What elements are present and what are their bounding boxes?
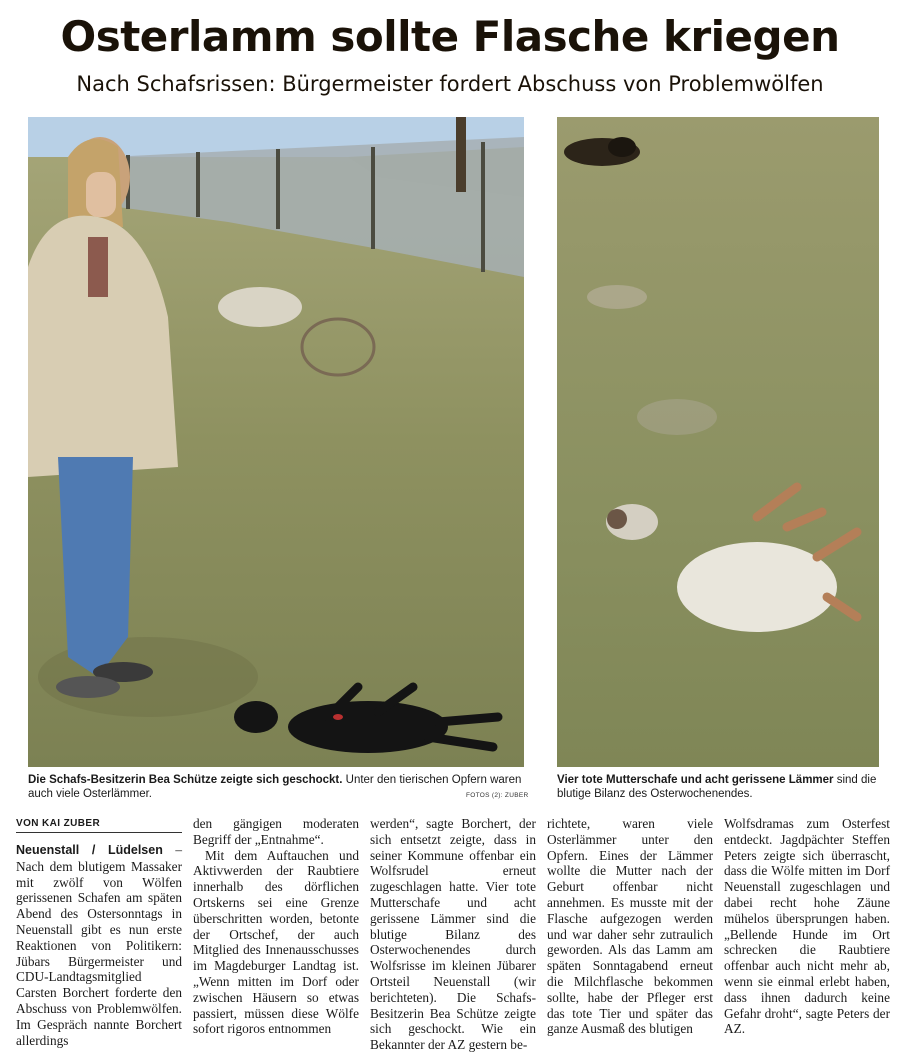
paragraph: werden“, sagte Borchert, der sich entsetzt zeigte, dass in seiner Kommune offenbar ein Wolfsrudel erneut zugeschlagen hatte. Vier tote Mutterschafe und acht gerissene Lämmer sind die blutige Bilanz des Osterwochenendes durch Wolfsrisse im kleinen Jübarer Ortsteil Neuenstall (wir berichteten). Die Schafs-Besitzerin Bea Schütze zeigte sich geschockt. Wie ein Bekannter der AZ gestern be- <box>370 816 536 1053</box>
headline: Osterlamm sollte Flasche kriegen <box>60 12 840 61</box>
caption-right-bold: Vier tote Mutterschafe und acht gerissene Lämmer <box>557 774 834 786</box>
caption-right-text: sind die blutige Bilanz des Osterwochenendes. <box>557 774 877 800</box>
paragraph: richtete, waren viele Osterlämmer unter den Opfern. Eines der Lämmer wollte die Mutter nach der Geburt offenbar nicht annehmen. Es musste mit der Flasche aufgezogen werden und war daher sehr zutraulich geworden. Als das Lamm am späten Sonntagabend erneut die Milchflasche bekommen sollte, habe der Pfleger erst das tote Tier und später das ganze Ausmaß des blutigen <box>547 816 713 1037</box>
article-column-5 <box>724 816 890 1037</box>
article-column-3 <box>370 816 536 1053</box>
photo-credit: FOTOS (2): ZUBER <box>466 792 529 799</box>
dateline: Neuenstall / Lüdelsen <box>16 843 163 857</box>
byline: VON KAI ZUBER <box>16 818 182 833</box>
subheadline: Nach Schafsrissen: Bürgermeister fordert Abschuss von Problemwölfen <box>76 72 824 96</box>
paragraph: den gängigen moderaten Begriff der „Entnahme“. <box>193 816 359 847</box>
paragraph <box>16 842 182 1048</box>
article-column-2 <box>193 816 359 1037</box>
caption-right <box>557 773 879 801</box>
caption-left-bold: Die Schafs-Besitzerin Bea Schütze zeigte sich geschockt. <box>28 774 343 786</box>
photo-dead-lambs-on-grass <box>557 117 879 767</box>
caption-left <box>28 773 524 801</box>
photo-woman-with-dead-lambs <box>28 117 524 767</box>
paragraph: Wolfsdramas zum Osterfest entdeckt. Jagdpächter Steffen Peters zeigte sich überrascht, dass die Wölfe mitten im Dorf Neuenstall zugeschlagen und dabei recht hohe Zäune mühelos übersprungen haben. „Bellende Hunde im Ort schrecken die Raubtiere offenbar auch nicht mehr ab, wenn sie einmal erlebt haben, dass ihnen dadurch keine Gefahr droht“, sagte Peters der AZ. <box>724 816 890 1037</box>
paragraph: Mit dem Auftauchen und Aktivwerden der Raubtiere innerhalb des dörflichen Ortskerns sei eine Grenze überschritten worden, betonte der Ortschef, der auch Mitglied des Innenausschusses im Magdeburger Landtag ist. „Wenn mitten im Dorf oder zwischen Häusern so etwas passiert, müssen diese Wölfe sofort rigoros entnommen <box>193 847 359 1037</box>
article-column-4 <box>547 816 713 1037</box>
article-column-1 <box>16 842 182 1048</box>
paragraph-text: – Nach dem blutigem Massaker mit zwölf von Wölfen gerissenen Schafen am späten Abend des Ostersonntags in Neuenstall gibt es nun erste Reaktionen von Politikern: Jübars Bürgermeister und CDU-Landtagsmitglied Carsten Borchert forderte den Abschuss von Problemwölfen. Im Gespräch nannte Borchert allerdings <box>16 842 182 1048</box>
caption-left-text: Unter den tierischen Opfern waren auch viele Osterlämmer. <box>28 774 522 800</box>
